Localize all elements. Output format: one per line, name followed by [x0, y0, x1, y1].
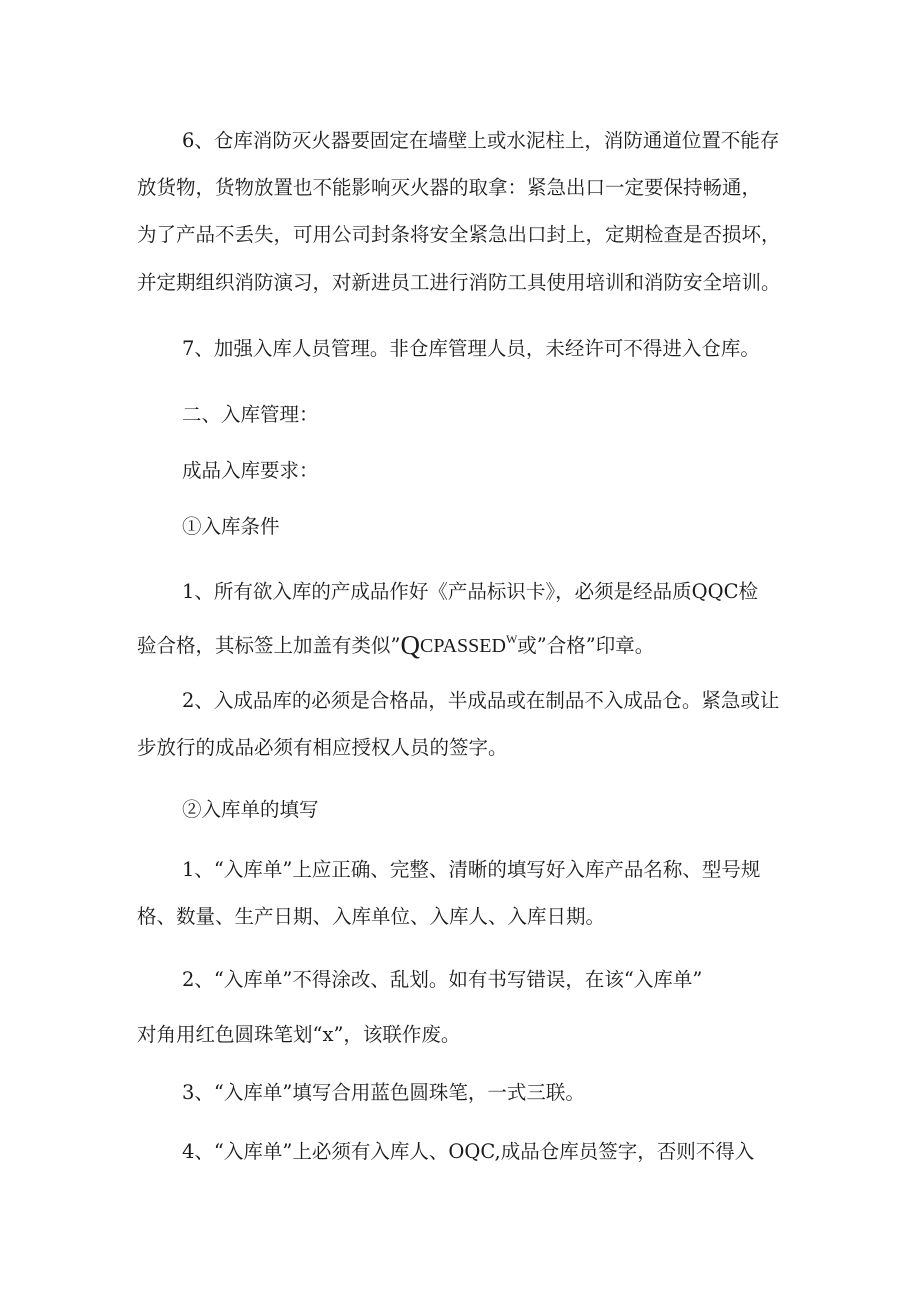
subheading-form: ②入库单的填写: [182, 798, 319, 821]
section-heading-inbound: 二、入库管理：: [182, 403, 319, 426]
item-2-line-2: 步放行的成品必须有相应授权人员的签字。: [137, 736, 508, 759]
form-item-1-line-2: 格、数量、生产日期、入库单位、入库人、入库日期。: [137, 905, 606, 928]
para-6-line-3: 为了产品不丢失，可用公司封条将安全紧急出口封上，定期检查是否损坏，: [137, 223, 781, 246]
form-item-1-line-1: 1、“入库单”上应正确、完整、清晰的填写好入库产品名称、型号规: [182, 858, 761, 881]
item-1-line-1: 1、所有欲入库的产成品作好《产品标识卡》，必须是经品质QQC检: [182, 580, 759, 603]
form-item-2-line-2: 对角用红色圆珠笔划“x”，该联作废。: [137, 1023, 461, 1046]
item-2-line-1: 2、入成品库的必须是合格品，半成品或在制品不入成品仓。紧急或让: [182, 689, 780, 712]
stamp-q: Q: [400, 630, 420, 660]
stamp-sup: W: [505, 632, 518, 646]
para-7: 7、加强入库人员管理。非仓库管理人员，未经许可不得进入仓库。: [182, 337, 760, 360]
item-1-line-2: [137, 626, 654, 659]
form-item-3: 3、“入库单”填写合用蓝色圆珠笔，一式三联。: [182, 1081, 585, 1104]
form-item-2-line-1: 2、“入库单”不得涂改、乱划。如有书写错误，在该“入库单”: [182, 968, 703, 991]
stamp-caps: CPASSED: [419, 635, 506, 657]
para-6-line-1: 6、仓库消防灭火器要固定在墙壁上或水泥柱上，消防通道位置不能存: [182, 129, 780, 152]
stamp-text-after: 或”合格”印章。: [517, 634, 655, 657]
para-6-line-4: 并定期组织消防演习，对新进员工进行消防工具使用培训和消防安全培训。: [137, 271, 781, 294]
subheading-conditions: ①入库条件: [182, 515, 280, 538]
stamp-text-before: 验合格，其标签上加盖有类似”: [137, 634, 401, 657]
form-item-4-line-1: 4、“入库单”上必须有入库人、OQC,成品仓库员签字，否则不得入: [182, 1140, 755, 1163]
para-6-line-2: 放货物，货物放置也不能影响灭火器的取拿：紧急出口一定要保持畅通，: [137, 176, 762, 199]
subheading-requirements: 成品入库要求：: [182, 459, 319, 482]
